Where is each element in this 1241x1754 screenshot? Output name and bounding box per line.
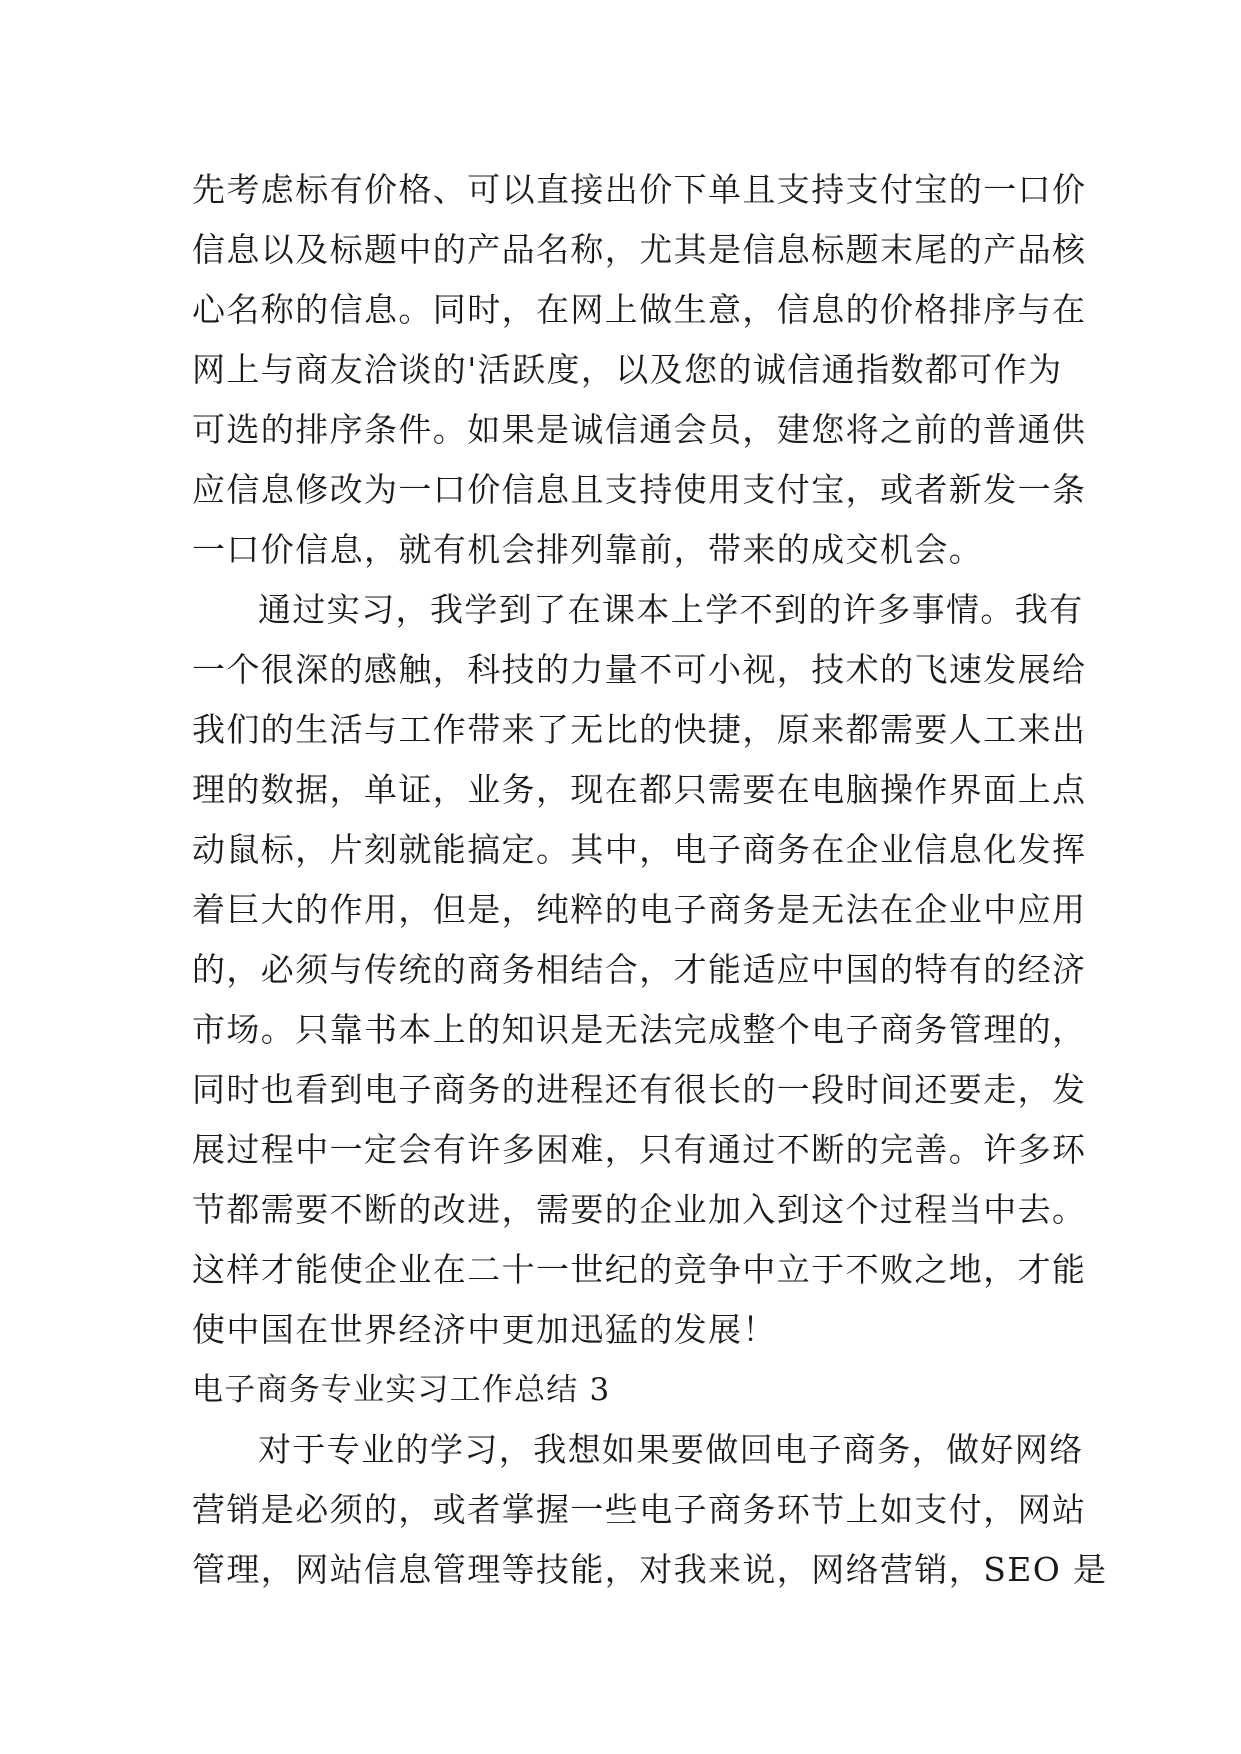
text-line: 市场。只靠书本上的知识是无法完成整个电子商务管理的，	[192, 1010, 1087, 1049]
text-line: 网上与商友洽谈的'活跃度，以及您的诚信通指数都可作为	[192, 350, 1063, 389]
text-line: 使中国在世界经济中更加迅猛的发展！	[192, 1310, 777, 1349]
paragraph-1	[192, 160, 1087, 580]
paragraph-2	[192, 580, 1087, 1360]
text-line: 一个很深的感触，科技的力量不可小视，技术的飞速发展给	[192, 650, 1087, 689]
text-line: 心名称的信息。同时，在网上做生意，信息的价格排序与在	[192, 290, 1087, 329]
text-line: 管理，网站信息管理等技能，对我来说，网络营销，SEO 是	[192, 1550, 1108, 1589]
text-line: 动鼠标，片刻就能搞定。其中，电子商务在企业信息化发挥	[192, 830, 1087, 869]
text-line: 对于专业的学习，我想如果要做回电子商务，做好网络	[258, 1430, 1084, 1469]
section-heading: 电子商务专业实习工作总结 3	[192, 1372, 611, 1408]
text-line: 营销是必须的，或者掌握一些电子商务环节上如支付，网站	[192, 1490, 1087, 1529]
text-line: 节都需要不断的改进，需要的企业加入到这个过程当中去。	[192, 1190, 1087, 1229]
text-line: 同时也看到电子商务的进程还有很长的一段时间还要走，发	[192, 1070, 1087, 1109]
text-line: 通过实习，我学到了在课本上学不到的许多事情。我有	[258, 590, 1084, 629]
text-line: 的，必须与传统的商务相结合，才能适应中国的特有的经济	[192, 950, 1087, 989]
document-body	[192, 160, 1108, 1600]
text-line: 我们的生活与工作带来了无比的快捷，原来都需要人工来出	[192, 710, 1087, 749]
text-line: 可选的排序条件。如果是诚信通会员，建您将之前的普通供	[192, 410, 1087, 449]
text-line: 这样才能使企业在二十一世纪的竞争中立于不败之地，才能	[192, 1250, 1087, 1289]
text-line: 一口价信息，就有机会排列靠前，带来的成交机会。	[192, 530, 984, 569]
text-line: 展过程中一定会有许多困难，只有通过不断的完善。许多环	[192, 1130, 1087, 1169]
text-line: 信息以及标题中的产品名称，尤其是信息标题末尾的产品核	[192, 230, 1087, 269]
text-line: 着巨大的作用，但是，纯粹的电子商务是无法在企业中应用	[192, 890, 1087, 929]
text-line: 应信息修改为一口价信息且支持使用支付宝，或者新发一条	[192, 470, 1087, 509]
paragraph-3	[192, 1420, 1108, 1600]
text-line: 理的数据，单证，业务，现在都只需要在电脑操作界面上点	[192, 770, 1087, 809]
text-line: 先考虑标有价格、可以直接出价下单且支持支付宝的一口价	[192, 170, 1087, 209]
